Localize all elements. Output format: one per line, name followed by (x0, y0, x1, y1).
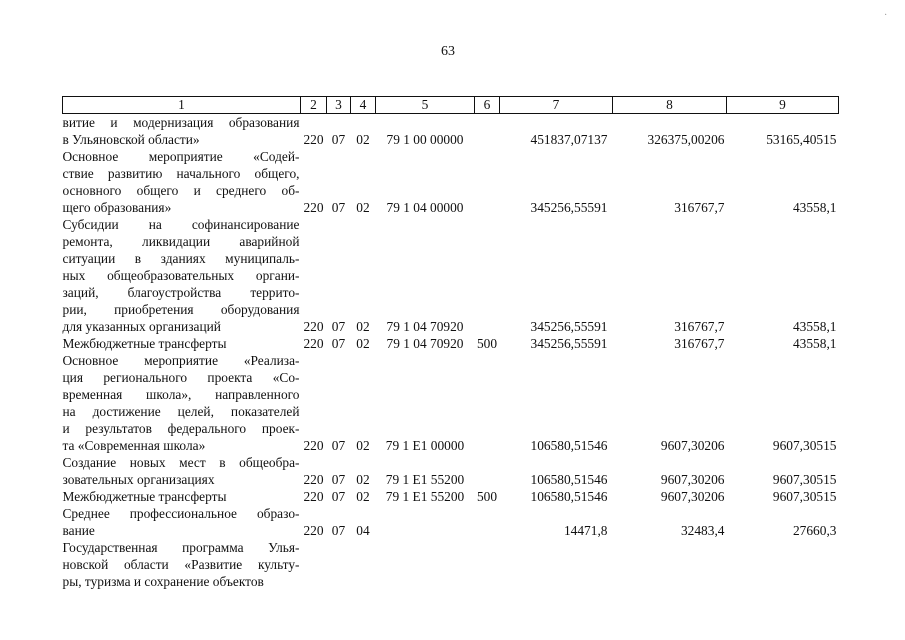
description-line: Государственная программа Улья- (62, 540, 300, 555)
header-col-9: 9 (727, 97, 839, 114)
col-9-amount: 27660,3 (792, 523, 837, 538)
col-9-amount: 43558,1 (792, 200, 837, 215)
col-6-cell (475, 114, 500, 149)
col-6-cell (475, 216, 500, 335)
col-8-amount: 32483,4 (680, 523, 725, 538)
col-5-cell: 79 1 00 00000 (386, 132, 464, 147)
header-col-4: 4 (351, 97, 376, 114)
header-col-2: 2 (301, 97, 327, 114)
description-line: та «Современная школа» (62, 438, 206, 453)
table-row (63, 454, 839, 488)
col-8-amount (613, 539, 727, 590)
col-9-amount: 9607,30515 (772, 438, 837, 453)
description-line: вание (62, 523, 95, 538)
row-description (63, 539, 301, 590)
col-2-cell: 220 (303, 489, 324, 504)
row-description (63, 488, 301, 505)
row-description (63, 335, 301, 352)
col-7-amount: 106580,51546 (530, 438, 608, 453)
col-7-amount: 451837,07137 (530, 132, 608, 147)
col-4-cell (351, 539, 376, 590)
description-line: заций, благоустройства террито- (62, 285, 300, 300)
col-2-cell: 220 (303, 472, 324, 487)
description-line: ция регионального проекта «Со- (62, 370, 300, 385)
col-7-amount (500, 539, 613, 590)
description-line: ремонта, ликвидации аварийной (62, 234, 300, 249)
table-row (63, 148, 839, 216)
table-body (63, 114, 839, 591)
col-2-cell: 220 (303, 200, 324, 215)
header-col-7: 7 (500, 97, 613, 114)
col-5-cell: 79 1 04 70920 (386, 319, 464, 334)
col-5-cell: 79 1 E1 00000 (385, 438, 465, 453)
table-row (63, 335, 839, 352)
col-3-cell (327, 539, 351, 590)
col-4-cell: 02 (356, 489, 370, 504)
col-7-amount: 345256,55591 (530, 336, 608, 351)
row-description (63, 114, 301, 149)
col-7-amount: 14471,8 (563, 523, 608, 538)
col-5-cell (376, 539, 475, 590)
page-number: 63 (441, 44, 455, 59)
col-4-cell: 04 (356, 523, 370, 538)
col-7-amount: 345256,55591 (530, 200, 608, 215)
col-2-cell: 220 (303, 319, 324, 334)
col-6-cell: 500 (476, 336, 498, 351)
description-line: основного общего и среднего об- (62, 183, 300, 198)
col-8-amount: 9607,30206 (660, 472, 725, 487)
table-row (63, 505, 839, 539)
row-description (63, 148, 301, 216)
description-line: зовательных организациях (62, 472, 215, 487)
header-col-1: 1 (63, 97, 301, 114)
col-5-cell: 79 1 04 70920 (386, 336, 464, 351)
description-line: Межбюджетные трансферты (62, 489, 227, 504)
description-line: Основное мероприятие «Реализа- (62, 353, 300, 368)
col-5-cell (376, 505, 475, 539)
description-line: Создание новых мест в общеобра- (62, 455, 300, 470)
col-6-cell (475, 352, 500, 454)
description-line: Субсидии на софинансирование (62, 217, 300, 232)
col-9-amount: 53165,40515 (766, 132, 837, 147)
header-col-8: 8 (613, 97, 727, 114)
description-line: в Ульяновской области» (62, 132, 200, 147)
col-2-cell (301, 539, 327, 590)
col-3-cell: 07 (331, 336, 346, 351)
col-9-amount: 43558,1 (792, 336, 837, 351)
table-row (63, 216, 839, 335)
col-7-amount: 106580,51546 (530, 489, 608, 504)
col-3-cell: 07 (331, 132, 346, 147)
description-line: Межбюджетные трансферты (62, 336, 227, 351)
col-6-cell (475, 505, 500, 539)
col-6-cell (475, 539, 500, 590)
row-description (63, 352, 301, 454)
col-5-cell: 79 1 04 00000 (386, 200, 464, 215)
description-line: Среднее профессиональное образо- (62, 506, 300, 521)
table-row (63, 114, 839, 149)
description-line: новской области «Развитие культу- (62, 557, 300, 572)
scan-mark: · (884, 10, 888, 21)
table-row (63, 488, 839, 505)
header-col-3: 3 (327, 97, 351, 114)
description-line: для указанных организаций (62, 319, 221, 334)
col-3-cell: 07 (331, 523, 346, 538)
col-4-cell: 02 (356, 438, 370, 453)
col-9-amount: 43558,1 (792, 319, 837, 334)
header-col-6: 6 (475, 97, 500, 114)
col-3-cell: 07 (331, 319, 346, 334)
col-5-cell: 79 1 E1 55200 (385, 472, 465, 487)
col-5-cell: 79 1 E1 55200 (385, 489, 465, 504)
col-2-cell: 220 (303, 132, 324, 147)
col-4-cell: 02 (356, 132, 370, 147)
col-4-cell: 02 (356, 200, 370, 215)
description-line: ситуации в зданиях муниципаль- (62, 251, 300, 266)
col-2-cell: 220 (303, 438, 324, 453)
description-line: ствие развитию начального общего, (62, 166, 300, 181)
col-9-amount: 9607,30515 (772, 489, 837, 504)
col-2-cell: 220 (303, 336, 324, 351)
row-description (63, 454, 301, 488)
description-line: временная школа», направленного (62, 387, 300, 402)
table-row (63, 539, 839, 590)
col-8-amount: 326375,00206 (647, 132, 725, 147)
row-description (63, 505, 301, 539)
col-9-amount (727, 539, 839, 590)
col-3-cell: 07 (331, 200, 346, 215)
col-8-amount: 9607,30206 (660, 438, 725, 453)
description-line: витие и модернизация образования (62, 115, 300, 130)
description-line: на достижение целей, показателей (62, 404, 300, 419)
table-row (63, 352, 839, 454)
col-6-cell: 500 (476, 489, 498, 504)
description-line: ных общеобразовательных органи- (62, 268, 300, 283)
col-2-cell: 220 (303, 523, 324, 538)
description-line: Основное мероприятие «Содей- (62, 149, 300, 164)
col-9-amount: 9607,30515 (772, 472, 837, 487)
table-header (63, 97, 839, 114)
description-line: рии, приобретения оборудования (62, 302, 300, 317)
col-6-cell (475, 454, 500, 488)
col-8-amount: 316767,7 (674, 319, 725, 334)
description-line: ры, туризма и сохранение объектов (62, 574, 264, 589)
col-8-amount: 9607,30206 (660, 489, 725, 504)
description-line: и результатов федерального проек- (62, 421, 300, 436)
row-description (63, 216, 301, 335)
col-7-amount: 106580,51546 (530, 472, 608, 487)
col-6-cell (475, 148, 500, 216)
col-3-cell: 07 (331, 438, 346, 453)
header-col-5: 5 (376, 97, 475, 114)
col-4-cell: 02 (356, 319, 370, 334)
col-3-cell: 07 (331, 472, 346, 487)
col-8-amount: 316767,7 (674, 200, 725, 215)
col-7-amount: 345256,55591 (530, 319, 608, 334)
col-4-cell: 02 (356, 336, 370, 351)
col-3-cell: 07 (331, 489, 346, 504)
col-8-amount: 316767,7 (674, 336, 725, 351)
budget-table (62, 96, 839, 590)
col-4-cell: 02 (356, 472, 370, 487)
description-line: щего образования» (62, 200, 172, 215)
